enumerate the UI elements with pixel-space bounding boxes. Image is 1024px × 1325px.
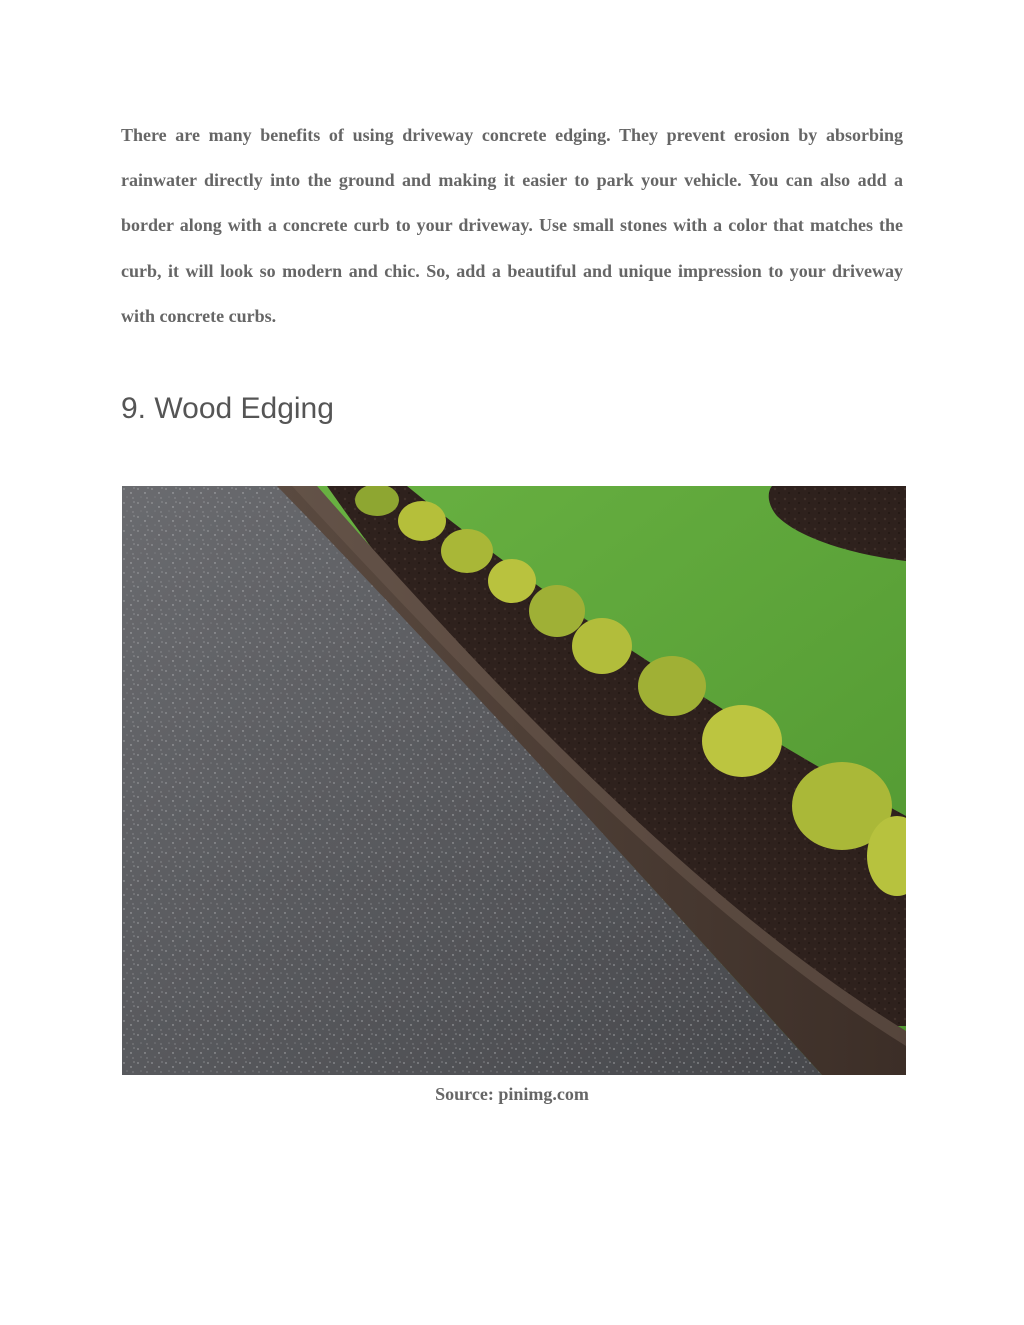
image-caption: Source: pinimg.com	[435, 1084, 589, 1104]
intro-paragraph: There are many benefits of using driveway concrete edging. They prevent erosion by absorbing rainwater directly into the ground and making it easier to park your vehicle. You can also add a border along with a concrete curb to your driveway. Use small stones with a color that matches the curb, it will look so modern and chic. So, add a beautiful and unique impression to your driveway with concrete curbs.	[121, 125, 903, 326]
section-heading: 9. Wood Edging	[121, 392, 334, 425]
wood-edging-photo	[122, 486, 906, 1075]
